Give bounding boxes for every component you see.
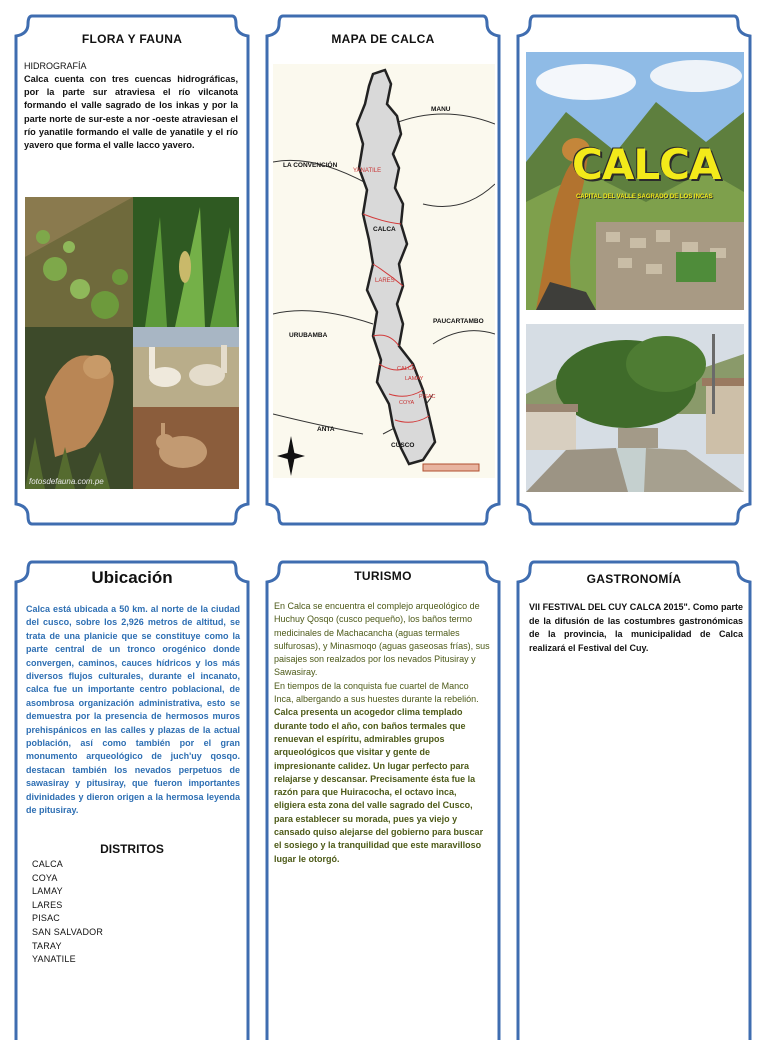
panel-title: GASTRONOMÍA [586, 572, 682, 586]
map-label-urubamba: URUBAMBA [289, 332, 328, 339]
calca-poster-photo [526, 52, 744, 310]
list-item: CALCA [32, 859, 64, 869]
map-label-convencion: LA CONVENCIÓN [283, 162, 338, 169]
map-label-lamay: LAMAY [405, 376, 424, 382]
map-label-yanatile: YANATILE [353, 168, 382, 174]
mapa-panel [265, 14, 501, 526]
list-item: YANATILE [32, 954, 76, 965]
list-item: SAN SALVADOR [32, 926, 104, 937]
panel-title: TURISMO [354, 569, 412, 583]
hidrografia-text: Calca cuenta con tres cuencas hidrográficas, por la parte sur atraviesa el río vilcanota formando el valle sagrado de los inkas y por la parte norte de sur-este a nor -oeste atraviesan el río yanatile formando el valle de yanatile y el río yavero que forma el valle lacco yavero. [24, 74, 238, 151]
turismo-panel [265, 560, 501, 1040]
map-label-coya: COYA [399, 400, 415, 406]
list-item: LARES [32, 899, 63, 910]
ubicacion-text: Calca está ubicada a 50 km. al norte de la ciudad del cusco, sobre los 2,926 metros de altitud, se trata de una planicie que se constituye como la parte central de un tronco orogénico donde convergen, caminos, cauces hídricos y los más diversos flujos culturales, durante el incanato, calca fue un importante centro poblacional, de asombrosa organización administrativa, esto se demuestra por la presencia de hermosos muros prehispánicos en las calles y plazas de la actual población, así como también por el gran monumento arqueológico de juch'uy qosqo. destacan también los nevados perpetuos de sawasiray y pitusiray, que fueron importantes divinidades y dieron origen a la hermosa leyenda de pitusiray. [26, 604, 240, 816]
watermark: fotosdefauna.com.pe [29, 477, 104, 486]
distritos-title: DISTRITOS [100, 842, 164, 856]
distritos-list [32, 858, 103, 967]
turismo-text [274, 600, 490, 866]
turismo-paragraph: En tiempos de la conquista fue cuartel de Manco Inca, albergando a sus huestes durante la rebelión. [274, 680, 479, 705]
map-label-calca: CALCA [373, 226, 396, 233]
map-label-pisac: PISAC [419, 394, 436, 400]
turismo-paragraph: Calca presenta un acogedor clima templado durante todo el año, con baños termales que renuevan el espíritu, admirables grupos arqueológicos que visitar y gente de impresionante calidez. Un lugar perfecto para relajarse y descansar. Precisamente ésta fue la razón para que Huiracocha, el octavo inca, eligiera esta zona del valle sagrado del Cusco, para establecer su morada, pues ya viejo y cansado quiso alejarse del gobierno para buscar el sosiego y la tranquilidad que este maravilloso lugar le otorgó. [274, 707, 484, 864]
map-label-calca-district: CALCA [397, 366, 416, 372]
map-label-lares: LARES [375, 278, 395, 284]
calca-street-photo [526, 324, 744, 492]
ubicacion-panel [14, 560, 250, 1040]
flora-fauna-collage [25, 197, 239, 489]
hidrografia-heading: HIDROGRAFÍA [24, 61, 87, 71]
gastronomia-text: VII FESTIVAL DEL CUY CALCA 2015". Como parte de la difusión de las costumbres gastronómicas de la provincia, la municipalidad de Calca realizará el Festival del Cuy. [529, 602, 743, 653]
photos-panel [516, 14, 752, 526]
map-label-cusco: CUSCO [391, 442, 415, 449]
list-item: TARAY [32, 940, 62, 951]
list-item: COYA [32, 872, 58, 883]
gastronomia-panel [516, 560, 752, 1040]
map-label-paucartambo: PAUCARTAMBO [433, 318, 484, 325]
panel-title: Ubicación [91, 568, 173, 587]
turismo-paragraph: En Calca se encuentra el complejo arqueológico de Huchuy Qosqo (cusco pequeño), los baños termo medicinales de Machacancha (aguas termales sulfurosas), y Minasmoqo (aguas gaseosas frías), sus paisajes son realzados por los nevados Pitusiray y Sawasiray. [274, 601, 490, 678]
calca-tagline: CAPITAL DEL VALLE SAGRADO DE LOS INCAS [576, 194, 713, 200]
panel-title: MAPA DE CALCA [331, 32, 435, 46]
calca-brand: CALCA [572, 140, 721, 189]
panel-title: FLORA Y FAUNA [81, 32, 183, 46]
list-item: PISAC [32, 913, 61, 924]
list-item: LAMAY [32, 886, 63, 897]
map-label-anta: ANTA [317, 426, 335, 433]
flora-fauna-panel [14, 14, 250, 526]
calca-map [273, 64, 495, 478]
map-label-manu: MANU [431, 106, 451, 113]
